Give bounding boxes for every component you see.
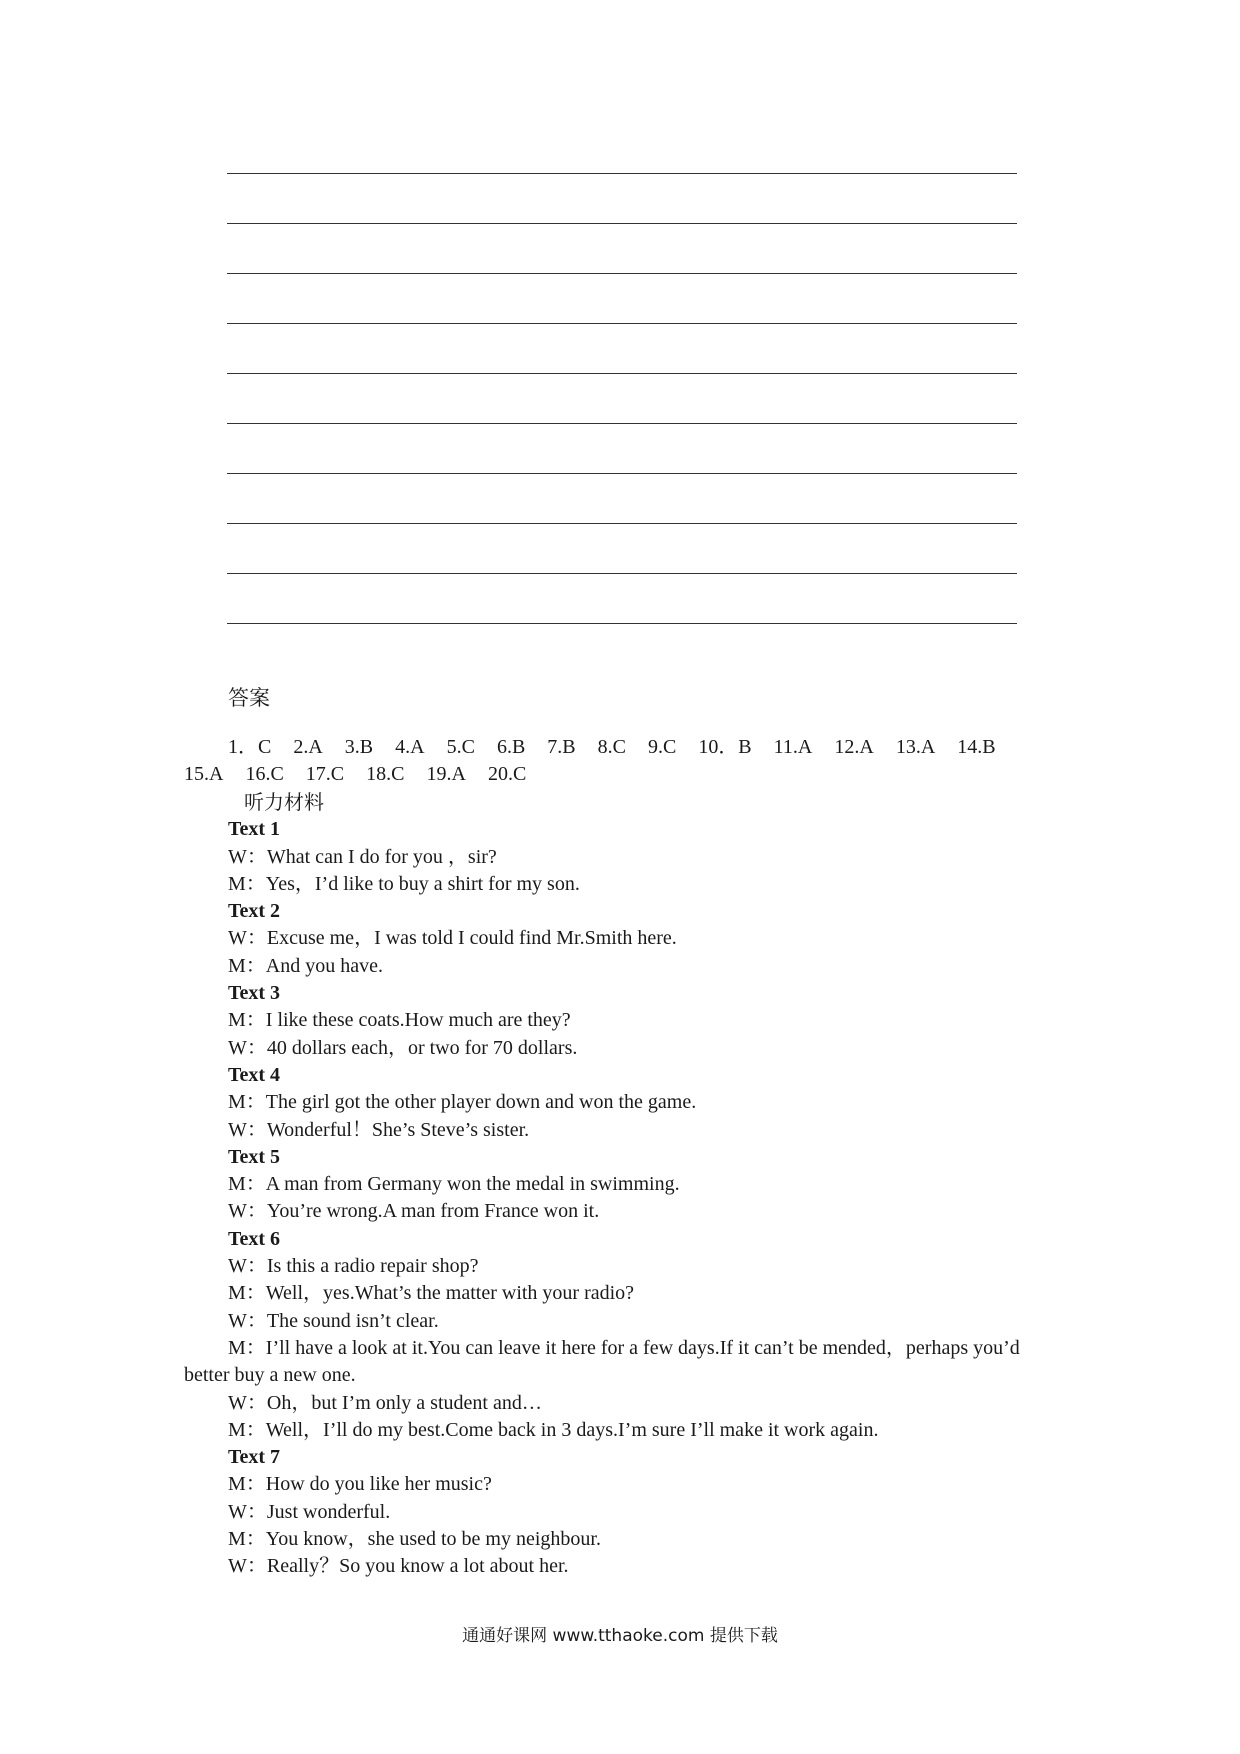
dialogue-line: W：Oh，but I’m only a student and… (228, 1391, 542, 1414)
listening-transcript (184, 789, 1064, 1581)
answer-line-1 (184, 734, 1064, 761)
writing-line (227, 474, 1017, 524)
dialogue-line: M：A man from Germany won the medal in swimming. (228, 1173, 680, 1196)
text-heading: Text 6 (228, 1227, 281, 1250)
text-heading: Text 2 (228, 900, 281, 923)
answer-item: 20.C (487, 763, 527, 785)
answer-item: 19.A (426, 763, 466, 785)
answer-item: 14.B (957, 736, 996, 758)
writing-line (227, 424, 1017, 474)
answer-item: 1．C (228, 736, 272, 758)
dialogue-line: W：40 dollars each，or two for 70 dollars. (228, 1036, 578, 1059)
dialogue-line: W：What can I do for you ，sir? (228, 845, 497, 868)
answer-item: 4.A (395, 736, 425, 758)
answer-item: 9.C (647, 736, 677, 758)
dialogue-line: M：The girl got the other player down and won the game. (228, 1091, 697, 1114)
writing-line (227, 174, 1017, 224)
writing-line (227, 374, 1017, 424)
writing-line (227, 274, 1017, 324)
text-heading: Text 5 (228, 1145, 281, 1168)
writing-line (227, 224, 1017, 274)
dialogue-line: M：Well，I’ll do my best.Come back in 3 days.I’m sure I’ll make it work again. (228, 1418, 879, 1441)
text-heading: Text 3 (228, 982, 281, 1005)
dialogue-line: W：Just wonderful. (228, 1500, 391, 1523)
answer-item: 3.B (344, 736, 374, 758)
answer-item: 12.A (834, 736, 874, 758)
dialogue-line: W：Excuse me，I was told I could find Mr.Smith here. (228, 927, 677, 950)
answer-line-2 (184, 761, 1064, 788)
page-footer: 通通好课网 www.tthaoke.com 提供下载 (462, 1626, 778, 1646)
answer-item: 13.A (895, 736, 936, 758)
text-heading: Text 4 (228, 1063, 281, 1086)
answer-key (184, 734, 1064, 788)
text-heading: Text 1 (228, 818, 281, 841)
answer-item: 2.A (293, 736, 323, 758)
dialogue-line: M：Yes，I’d like to buy a shirt for my son. (228, 872, 580, 895)
dialogue-line: W：You’re wrong.A man from France won it. (228, 1200, 600, 1223)
dialogue-line: W：Really？So you know a lot about her. (228, 1555, 569, 1578)
answer-item: 16.C (245, 763, 284, 785)
dialogue-line: M：You know，she used to be my neighbour. (228, 1528, 601, 1551)
answer-item: 10．B (698, 736, 752, 758)
answer-item: 7.B (547, 736, 576, 758)
answer-item: 18.C (366, 763, 405, 785)
transcript-title: 听力材料 (244, 790, 324, 814)
dialogue-line: W：Is this a radio repair shop? (228, 1255, 479, 1278)
answer-item: 8.C (597, 736, 626, 758)
answers-heading: 答案 (228, 686, 270, 710)
answer-item: 5.C (446, 736, 475, 758)
writing-line (227, 524, 1017, 574)
dialogue-line: W：Wonderful！She’s Steve’s sister. (228, 1118, 530, 1141)
answer-item: 11.A (773, 736, 813, 758)
writing-line (227, 324, 1017, 374)
dialogue-line: M：I’ll have a look at it.You can leave it here for a few days.If it can’t be mended，perhaps you’d better buy a new one. (184, 1336, 1020, 1387)
answer-item: 17.C (305, 763, 345, 785)
writing-lines (227, 172, 1017, 624)
dialogue-line: M：And you have. (228, 954, 383, 977)
dialogue-line: M：How do you like her music? (228, 1473, 492, 1496)
dialogue-line: M：I like these coats.How much are they? (228, 1009, 571, 1032)
answer-item: 15.A (184, 763, 224, 785)
answer-item: 6.B (496, 736, 526, 758)
dialogue-line: M：Well，yes.What’s the matter with your radio? (228, 1282, 635, 1305)
text-heading: Text 7 (228, 1446, 281, 1469)
writing-line (227, 574, 1017, 624)
dialogue-line: W：The sound isn’t clear. (228, 1309, 439, 1332)
